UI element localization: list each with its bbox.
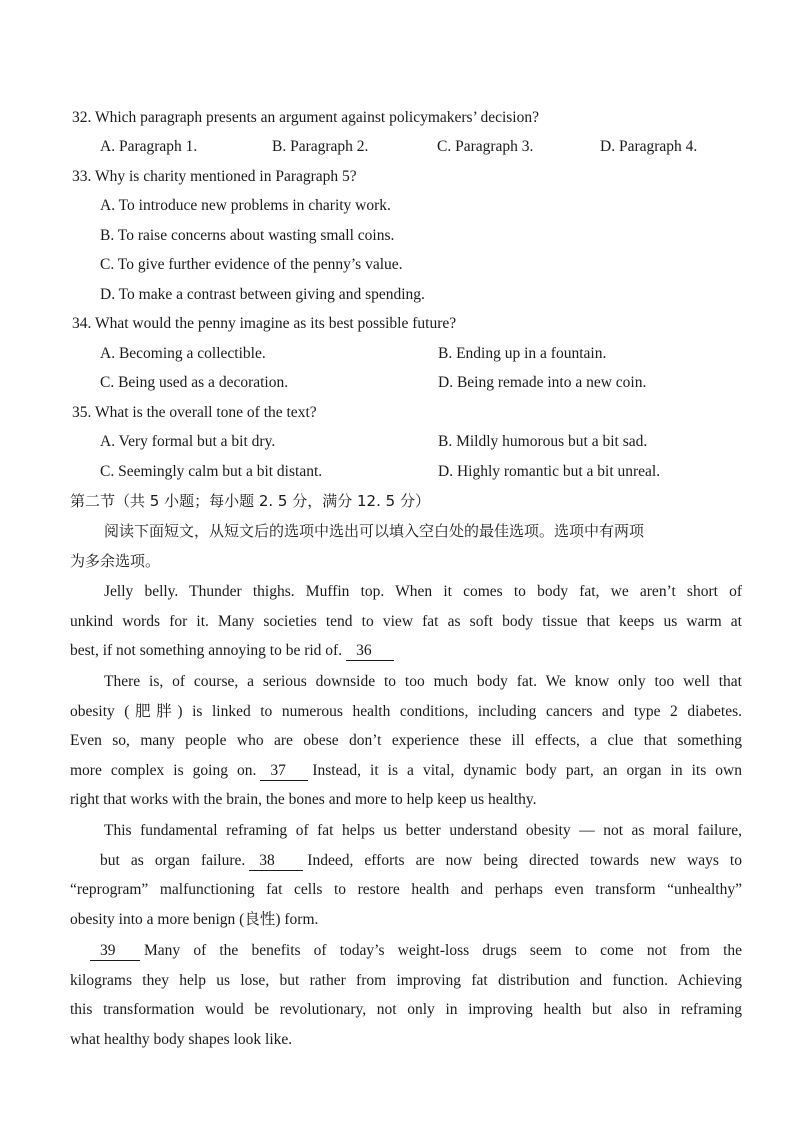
q33-option-a: A. To introduce new problems in charity work.	[100, 197, 391, 214]
paragraph-line: This fundamental reframing of fat helps us better understand obesity — not as moral failure,	[104, 822, 742, 839]
paragraph-line	[70, 936, 742, 966]
q33-option-d: D. To make a contrast between giving and spending.	[100, 286, 425, 303]
blank-39: 39	[90, 942, 140, 961]
paragraph-line	[70, 636, 742, 666]
q32-option-b: B. Paragraph 2.	[272, 138, 369, 155]
passage-paragraph-3	[70, 816, 742, 934]
q35-option-a: A. Very formal but a bit dry.	[100, 433, 276, 450]
paragraph-text: Indeed, efforts are now being directed towards new ways to	[307, 851, 742, 869]
q34-option-c: C. Being used as a decoration.	[100, 374, 289, 391]
question-33-stem: 33. Why is charity mentioned in Paragraph 5?	[72, 168, 357, 185]
q33-option-b: B. To raise concerns about wasting small coins.	[100, 227, 395, 244]
paragraph-text: best, if not something annoying to be rid of.	[70, 642, 343, 660]
blank-36: 36	[346, 642, 394, 661]
passage-paragraph-4	[70, 936, 742, 1054]
q35-option-c: C. Seemingly calm but a bit distant.	[100, 463, 323, 480]
q35-option-d: D. Highly romantic but a bit unreal.	[438, 463, 661, 480]
q33-option-c: C. To give further evidence of the penny’s value.	[100, 256, 403, 273]
paragraph-line: “reprogram” malfunctioning fat cells to restore health and perhaps even transform “unhealthy”	[70, 881, 742, 899]
section-2-instruction-line-1: 阅读下面短文，从短文后的选项中选出可以填入空白处的最佳选项。选项中有两项	[104, 522, 645, 540]
paragraph-line: what healthy body shapes look like.	[70, 1030, 293, 1048]
passage-paragraph-1	[70, 577, 742, 666]
passage-paragraph-2	[70, 667, 742, 815]
blank-37: 37	[260, 762, 308, 781]
paragraph-text: Instead, it is a vital, dynamic body part, an organ in its own	[312, 761, 742, 779]
paragraph-line	[70, 846, 742, 876]
paragraph-text: but as organ failure.	[100, 851, 246, 869]
paragraph-line: this transformation would be revolutionary, not only in improving health but also in reframing	[70, 1001, 742, 1019]
q32-option-c: C. Paragraph 3.	[437, 138, 534, 155]
q34-option-a: A. Becoming a collectible.	[100, 345, 266, 362]
question-35-stem: 35. What is the overall tone of the text?	[72, 404, 317, 421]
question-34-stem: 34. What would the penny imagine as its best possible future?	[72, 315, 457, 332]
paragraph-line: obesity (肥胖) is linked to numerous health conditions, including cancers and type 2 diabetes.	[70, 702, 742, 720]
paragraph-line: There is, of course, a serious downside to too much body fat. We know only too well that	[104, 673, 742, 690]
blank-38: 38	[249, 852, 303, 871]
q32-option-a: A. Paragraph 1.	[100, 138, 198, 155]
q34-option-d: D. Being remade into a new coin.	[438, 374, 647, 391]
q32-option-d: D. Paragraph 4.	[600, 138, 698, 155]
paragraph-line	[70, 756, 742, 786]
paragraph-line: obesity into a more benign (良性) form.	[70, 910, 319, 928]
paragraph-line: kilograms they help us lose, but rather from improving fat distribution and function. Achieving	[70, 971, 742, 989]
q34-option-b: B. Ending up in a fountain.	[438, 345, 607, 362]
q35-option-b: B. Mildly humorous but a bit sad.	[438, 433, 648, 450]
paragraph-line: unkind words for it. Many societies tend to view fat as soft body tissue that keeps us warm at	[70, 612, 742, 630]
section-2-instruction-line-2: 为多余选项。	[70, 552, 161, 570]
paragraph-line: Jelly belly. Thunder thighs. Muffin top. When it comes to body fat, we aren’t short of	[104, 583, 742, 600]
paragraph-text: more complex is going on.	[70, 761, 257, 779]
question-32-stem: 32. Which paragraph presents an argument against policymakers’ decision?	[72, 109, 539, 126]
paragraph-text: Many of the benefits of today’s weight-loss drugs seem to come not from the	[144, 942, 742, 959]
section-2-heading: 第二节（共 5 小题；每小题 2. 5 分，满分 12. 5 分）	[70, 492, 430, 510]
paragraph-line: right that works with the brain, the bones and more to help keep us healthy.	[70, 791, 537, 809]
paragraph-line: Even so, many people who are obese don’t experience these ill effects, a clue that something	[70, 732, 742, 750]
